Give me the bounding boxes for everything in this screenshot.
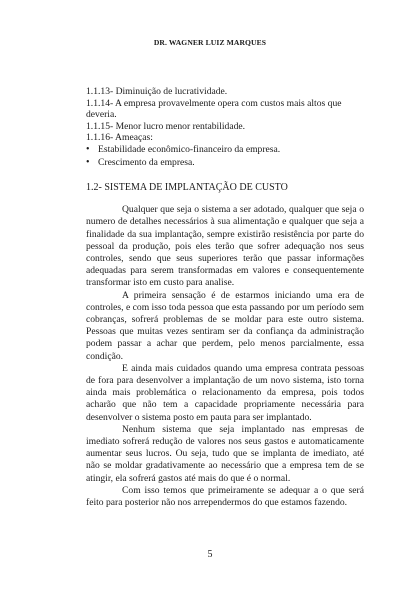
bullet-text: Crescimento da empresa. (98, 156, 195, 168)
paragraph: Nenhum sistema que seja implantado nas empresas de imediato sofrerá redução de valores nos seus gastos e automaticamente aumentar seus lucros. Ou seja, tudo que se implanta de imediato, até não se moldar gradativamente ao necessário que a empresa tem de se atingir, ela sofrerá gastos até mais do que é o normal. (86, 423, 364, 484)
list-item: 1.1.14- A empresa provavelmente opera com custos mais altos que deveria. (86, 97, 342, 121)
list-item: 1.1.13- Diminuição de lucratividade. (86, 86, 228, 97)
list-item: 1.1.16- Ameaças: (86, 132, 153, 144)
bullet-list (86, 144, 364, 169)
paragraph: E ainda mais cuidados quando uma empresa contrata pessoas de fora para desenvolver a implantação de um novo sistema, isto torna ainda mais problemática o relacionamento da empresa, pois todos acharão que não tem a capacidade propriamente necessária para desenvolver o sistema posto em pauta para ser implantado. (86, 362, 364, 423)
paragraph: Com isso temos que primeiramente se adequar a o que será feito para posterior não nos arrependermos do que estamos fazendo. (86, 484, 364, 509)
running-header: DR. WAGNER LUIZ MARQUES (153, 38, 267, 47)
section-title: 1.2- SISTEMA DE IMPLANTAÇÃO DE CUSTO (86, 182, 288, 194)
bullet-item (86, 157, 364, 170)
page-number: 5 (207, 549, 213, 560)
bullet-icon: • (86, 143, 90, 155)
bullet-icon: • (86, 156, 90, 168)
page-body (86, 86, 364, 509)
paragraph: Qualquer que seja o sistema a ser adotado, qualquer que seja o numero de detalhes necessários à sua alimentação e qualquer que seja a finalidade da sua implantação, sempre existirão resistência por parte do pessoal da produção, pois eles terão que sofrer adequação nos seus controles, sendo que seus superiores terão que passar informações adequadas para serem transformadas em valores e consequentemente transformar isto em custo para analise. (86, 204, 364, 289)
paragraph: A primeira sensação é de estarmos iniciando uma era de controles, e com isso toda pessoa que esta passando por um período sem cobranças, sofrerá problemas de se moldar para este outro sistema. Pessoas que muitas vezes sentiram ser da confiança da administração podem passar a achar que perdem, pelo menos parcialmente, essa condição. (86, 289, 364, 362)
bullet-text: Estabilidade econômico-financeiro da empresa. (98, 143, 281, 155)
list-item: 1.1.15- Menor lucro menor rentabilidade. (86, 120, 246, 132)
bullet-item (86, 144, 364, 157)
